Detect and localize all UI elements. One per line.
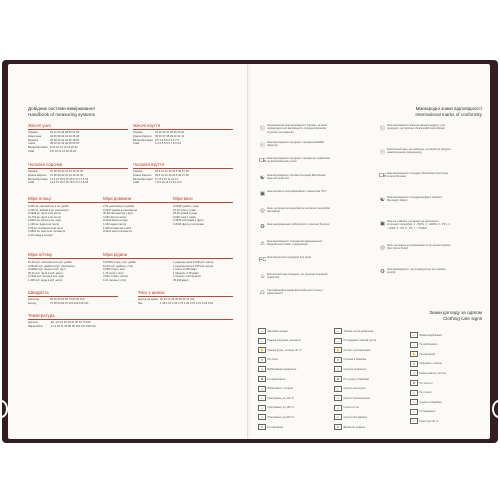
care-sign-label: Прання обережне, делікатне [267,339,301,343]
care-sign-icon: ⌂ [334,405,342,411]
conformity-mark [258,273,331,281]
care-sign [334,395,370,401]
section-heading: Чоловічі сорочки [28,162,63,167]
divider [28,202,233,203]
divider [28,319,233,320]
conformity-mark-icon: FC [258,257,267,263]
care-sign-label: Сушити в барабані [419,400,442,404]
divider [28,296,118,297]
size-table: Україна 37 38 39-40 41 42 43 44 45 Країни Європи 37 38 39-40 41 42 43 44 45 Великобританія 14.5 15 15.5 16 16.5 17 17.5 18 США 14.5 15 15.5 16 16.5 17 17.5 18 [28,170,89,185]
conformity-mark-icon: ⓔ [259,142,266,149]
care-sign-label: Прати при 30 °С [419,419,439,423]
care-sign-icon: ⌴ [410,332,418,338]
conformity-mark [378,172,451,180]
care-sign [334,386,365,392]
care-sign [410,390,432,396]
care-sign-label: Не чистити [419,381,433,385]
conformity-mark-icon: ▣ [379,221,386,227]
care-sign [258,386,293,392]
care-sign-icon: ✕ [258,424,266,430]
section-heading: Температура [28,313,55,318]
conformity-mark-text: Знак, що вказує на можливість повторної переробки матеріалів [267,206,330,213]
section-heading: Тиск у шинах [138,290,165,295]
care-sign-label: Не піддавати хімічній чистці [343,339,376,343]
care-sign-icon: ✋ [334,347,342,353]
conformity-mark-text: Знак на упаковці, що вказує на можливість вторинної переробки: 1 - PETE, 2 - HDPE, 3 - PVC, 4 - LDPE, 5 - PP, 6 - PS, 7 - OTHER [387,220,451,230]
care-sign [334,366,366,372]
cover-decoration [492,400,500,418]
care-sign [258,347,302,353]
care-sign [334,338,376,344]
conformity-mark-text: Знак відповідності вимогам Держстандарту, для продукції, що підлягає обов'язковій сертифікації [387,124,445,131]
conversion-list: 0,01639 літра у куб. дюймі 61,03 куб. дюйма у літрі 0,568 літра у пінті 1,76 пінти у літрі 4,546 літрів у галоні 0,22 галона у літрі [103,261,136,282]
conformity-mark-icon: ♺ [260,290,265,296]
conformity-mark [258,289,331,297]
conformity-mark [258,223,331,231]
care-sign-icon: ✕ [410,361,418,367]
section-subtitle: Clothing care signs [442,316,482,321]
conversion-list: 16,39 куб. сантиметра в куб. дюймі 0,06102 куб. дюйма в куб. сантиметрі 0,02832 куб. метра в куб. футі 35,31 куб. фута в куб. метрі 0,7646 куб. метра в куб. ярді 1,308 куб. ярда в куб. метрі [28,261,75,282]
care-sign [334,405,359,411]
care-sign [258,338,301,344]
care-sign [334,414,367,420]
divider [28,258,233,259]
care-sign [410,342,437,348]
conformity-mark [258,207,331,215]
conformity-mark-icon: ◎ [260,207,265,214]
conformity-mark [378,268,451,276]
conformity-mark-text: Знак відповідності стандартам американської Федеральної комісії з комунікацій [267,239,323,246]
conformity-mark-icon: ♻ [380,269,385,275]
care-sign-label: Сушіння дозволено [343,367,367,371]
conformity-mark-icon: Ⓤ [379,126,386,132]
page-subtitle: International marks of conformity [415,112,482,117]
conformity-mark [378,148,451,156]
page-title: Довідник системи вимірювання [28,106,95,111]
care-sign-label: Не прати [267,358,279,362]
section-heading: Чоловічі взуття [133,162,164,167]
care-sign-icon: ⊗ [334,376,342,382]
conformity-mark [378,220,451,230]
care-sign-label: Делікатне сушіння [343,425,365,429]
conformity-mark [378,196,451,204]
care-sign-label: Сушити на мотузці [343,387,366,391]
conformity-mark-text: Знак відповідності Світової Асоціації Виробників Знак для країн ЄС [267,173,326,180]
conformity-mark-icon: ⚠ [260,240,265,247]
care-sign [410,399,441,405]
care-sign-label: Прасування, до 150 °С [267,406,294,410]
care-sign-icon: ✋ [410,351,418,357]
care-sign-label: Звичайне прання [267,329,288,333]
size-table: Україна 39.5 41 42 43 44.5 46 47 48 Країни Європи 39.5 41 42 43 44.5 46 47 48 Великобританія 6 7 8 9 10 11 12 13 США 7 8 9 10 11 12 13 14.5 [133,170,189,185]
care-sign-icon: ⌂ [258,414,266,420]
conformity-mark-icon: CE [378,173,387,179]
care-sign-icon: ⌴ [410,342,418,348]
care-sign [334,376,369,382]
section-heading: Жіночі взуття [133,123,161,128]
page-title: Міжнародні знаки відповідності [415,106,482,111]
size-table: Україна 40 42 44 46 48 50 52 54 Німеччина 34 36 38 40 42 44 46 48 Франція 36 38 40 42 44 46 48 50 Італія 38 40 42 44 46 48 50 52 Великобританія 8 10 12 14 16 18 20 22 США 6 8 10 12 14 16 18 20 [28,131,80,153]
care-sign-label: Сушити в тіні [343,406,359,410]
care-sign [410,361,442,367]
conformity-mark [258,174,331,182]
care-sign-icon: ✕ [334,357,342,363]
conversion-list: 2,54 сантиметри в дюймі 0,3937 дюйма в сантиметрі 30,48 сантиметра у футі 3,281 фута в метрі 0,9144 метра в ярді 1,094 ярда в метрі 1,609 кілометра в милі 0,6214 милі в кілометрі [103,205,137,234]
care-sign-icon: ⌂ [410,418,418,424]
care-sign-label: Не прасувати [267,425,284,429]
divider [133,129,233,130]
conversion-list: 6,452 кв. сантиметри в кв. дюймі 0,155 кв. дюйма в кв. сантиметрі 0,0929 кв. фута в кв. метрі 10,764 кв. фута в кв. метрі 0,8361 кв. метра в кв. ярді 1,196 кв. ярда в кв. метрі 2,59 кв. кілометра в кв. милі 0,3861 кв. милі в кв. кілометрі 2,471 акра в гектарі [28,205,69,237]
care-sign-label: Прасувати з парою [419,362,442,366]
care-sign [258,405,294,411]
conversion-list: 0,0648 грамів у грані 15,43 грані у грамі 28,35 грамів в унції 0,035 унції у грамі 0,4536 кілограма у фунті 2,2046 фунта у кілограмі [173,205,204,226]
care-sign [410,351,435,357]
care-sign-label: Не сушити [419,391,432,395]
care-sign-icon: ⌂ [410,409,418,415]
care-sign-icon: △ [334,366,342,372]
care-sign-label: Хімічна чистка дозволена [343,329,374,333]
care-sign-label: Сушіння в барабані [343,358,367,362]
care-sign-label: Не сушити в барабані [343,377,369,381]
care-sign-icon: ⊗ [258,376,266,382]
conformity-mark-text: Знак безпечності продукції для дітей [267,256,312,259]
divider [28,129,128,130]
care-sign-icon: ⌴ [334,328,342,334]
care-sign [410,380,432,386]
section-title: Знаки догляду за одягом [429,310,482,315]
care-sign-label: Чистка з розчинниками [343,348,371,352]
conformity-mark-text: Знак відповідності стандартам Данії, Норвегії, Фінляндії, Швеції [387,196,443,203]
care-sign [258,357,278,363]
size-table: Україна 34 35 36 37 38 39 40 41 Країни Європи 35 36 37 38 39 40 41 42 Великобританія 2.5 3 4 5 5.5 6.5 7 8 США 4 4.5 5.5 6.5 7 8 9 9.5 [133,131,185,146]
conformity-mark-text: Екологічний знак продукції, що підлягає вторинній переробці [267,272,328,279]
right-page [250,64,490,439]
care-sign [258,376,285,382]
conformity-mark-text: Знак американської лабораторії з технічної безпеки [267,223,330,226]
care-sign-label: Можна хімічно чистити [419,371,446,375]
section-heading: Міри площі [28,196,51,201]
conformity-mark-icon: CE [258,158,267,164]
conformity-mark-text: Екологічний знак, що засвідчує, що виріб не шкодить навколишньому середовищу [387,148,451,155]
care-sign-label: Прасування, до 110 °С [267,396,294,400]
care-sign [258,366,296,372]
care-sign [334,328,373,334]
care-sign [258,414,294,420]
care-sign-icon: ⌂ [334,414,342,420]
care-sign-icon: ⌂ [258,405,266,411]
conformity-mark-text: Національний знак відповідності України, за яким підтверджується відповідність продукції вимогам технічних регламентів [267,124,327,134]
conformity-mark-icon: ◎ [380,245,385,251]
care-sign-icon: △ [258,386,266,392]
care-sign-icon: △ [410,370,418,376]
conformity-mark-text: Знак відповідності, що розміщується на упаковці виробу [387,268,446,275]
care-sign-label: Не відбілювати [419,343,438,347]
conformity-mark-icon: ⓔ [379,150,386,156]
conformity-mark [378,124,451,132]
care-sign-label: Сушити без віджиму [343,415,368,419]
care-sign [258,424,283,430]
conformity-mark [378,244,451,252]
temperature-table: Цельсія -20 -10 0 5 10 20 30 40 50 70 100 Фаренгейта -4 14 32 41 50 68 86 104 122 158 212 [28,321,96,328]
conformity-mark-text: Знак світового сертифікаційного товариства TÜV [267,190,327,193]
conformity-mark-icon: ☯ [380,197,385,203]
divider [28,168,128,169]
section-heading: Міри довжини [103,196,132,201]
care-sign-icon: △ [334,386,342,392]
care-sign-icon: ⌴ [258,338,266,344]
care-sign-icon: ⌴ [334,338,342,344]
pressure-table: фунтів на дюйм 20 22 24 26 28 30 32 34 100 бар 1,38 1,51 1,65 1,79 1,93 2,07 2,21 2,34 3,52 [138,298,214,305]
conformity-mark-icon: Ⓤ [259,126,266,132]
conformity-mark-text: Знак відповідності продукції стандартам EN/ЕЕ (Європа) [267,140,324,147]
care-sign-label: Сушити горизонтально [343,396,371,400]
conformity-mark [258,141,331,149]
conformity-mark-text: Сертифікаційна марка Європейського Союзу з ефективності [267,289,324,296]
care-sign-label: Прасування, до 200 °С [267,415,294,419]
care-sign-icon: ✋ [258,347,266,353]
care-sign [334,357,366,363]
care-sign [410,332,442,338]
conformity-mark-text: Знак, що вказує на приналежність до зеленої крапки (Der Grüne Punkt) [387,244,451,251]
care-sign-icon: ✕ [258,357,266,363]
care-sign-icon: △ [258,366,266,372]
care-sign-icon: ⌂ [258,395,266,401]
care-sign-icon: ⌂ [410,399,418,405]
section-heading: Міри ваги [173,196,193,201]
care-sign-icon: ⊗ [410,380,418,386]
page-subtitle: Handbook of measuring systems [28,112,95,117]
care-sign-label: Не прасувати [419,352,436,356]
conformity-mark [258,157,331,165]
care-sign-label: Відбілювання дозволено [267,367,297,371]
care-sign [410,409,435,415]
care-sign [410,418,438,424]
care-sign [334,424,365,430]
care-sign [410,370,446,376]
care-sign-icon: ⌴ [258,328,266,334]
care-sign-icon: ✕ [334,424,342,430]
section-heading: Швидкість [28,290,49,295]
divider [138,296,233,297]
care-sign-label: Не відбілювати [267,377,286,381]
conformity-mark [258,240,331,248]
conformity-mark-icon: ♻ [260,224,265,230]
divider [133,168,233,169]
care-sign [258,328,288,334]
care-sign [258,395,294,401]
care-sign-label: Відбілювати з хлором [267,387,293,391]
care-sign [334,347,370,353]
conformity-mark [258,256,331,264]
section-heading: Міри об'єму [28,252,53,257]
conformity-mark-icon: ☺ [259,273,266,280]
section-heading: Міри рідини [103,252,128,257]
speed-table: миль/год. 25 30 40 50 60 70 80 90 100 км/год. 37 48 64 80 97 113 129 145 161 [28,298,89,305]
care-sign-label: Прання ручне, не вище 40 °С [267,348,302,352]
care-sign-label: Не віджимати [419,410,436,414]
conformity-mark-icon: ☯ [260,174,265,181]
conformity-mark-icon: ▣ [259,191,266,197]
conformity-mark [258,190,331,198]
conformity-mark [258,124,331,134]
left-page [8,64,248,439]
care-sign-icon: △ [410,390,418,396]
section-heading: Жіночі ушті [28,123,51,128]
care-sign-label: Можна відбілювати [419,333,442,337]
conversion-list: 1 рідинна унція 0,028 куб. метра 1 рідинна пінта 0,755 куб. метра 1 галон 0,159 кварт 1 баррель 3,78 кварт 1 бушель 4,43 бушеля 35,239 кварт [173,261,214,282]
care-sign-icon: ⌂ [334,395,342,401]
conformity-mark-text: Знак відповідності стандарту Великобританії щодо електробезпеки [387,172,449,179]
conformity-mark-text: Знак відповідності продукції стандартам, прийнятим на Європейському союзі [267,157,330,164]
